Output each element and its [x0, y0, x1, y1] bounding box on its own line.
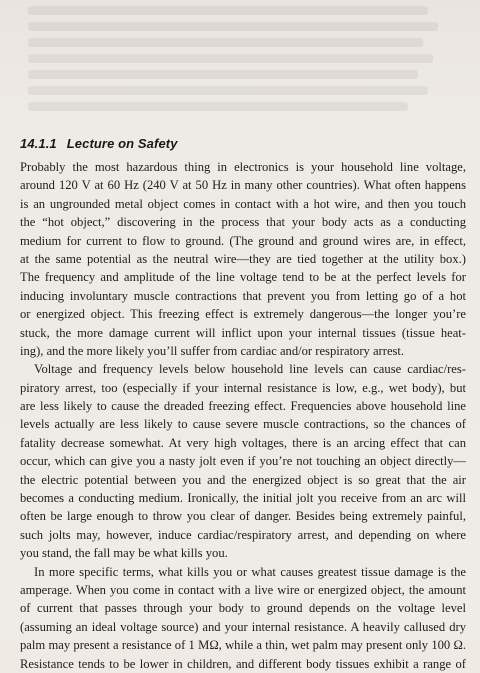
text-line: around 120 V at 60 Hz (240 V at 50 Hz in many other countries). What often happens [20, 178, 466, 193]
text-line: inducing involuntary muscle contractions that prevent you from letting go of a hot [20, 288, 466, 303]
text-line: levels actually are less likely to cause severe muscle contractions, so the chances of [20, 417, 466, 432]
text-line: often be large enough to throw you clear of danger. Besides being extremely painful, [20, 509, 466, 524]
section-title: Lecture on Safety [66, 136, 178, 151]
show-through-text [0, 0, 480, 122]
text-line: becomes a conducting medium. Ironically, the initial jolt you receive from an arc will [20, 491, 466, 506]
section-number: 14.1.1 [20, 136, 57, 151]
text-line: palm may present a resistance of 1 MΩ, while a thin, wet palm may present only 100 Ω. [20, 638, 466, 653]
paragraph [20, 158, 466, 360]
paragraph [20, 563, 466, 673]
text-line: at the same potential as the neutral wire—they are tied together at the utility box.) [20, 251, 466, 266]
text-line: fatality decrease somewhat. At very high voltages, there is an arcing effect that can [20, 435, 466, 450]
text-line: of current that passes through your body to ground depends on the voltage level [20, 601, 466, 616]
text-line: is an ungrounded metal object comes in contact with a hot wire, and then you touch [20, 196, 466, 211]
text-line: In more specific terms, what kills you or what causes greatest tissue damage is the [34, 564, 466, 579]
text-line: the “hot object,” discovering in the process that your body acts as a conducting [20, 215, 466, 230]
body-text [20, 158, 466, 673]
text-line: medium for current to flow to ground. (The ground and ground wires are, in effect, [20, 233, 466, 248]
text-line: stuck, the more damage current will inflict upon your internal tissues (tissue heat- [20, 325, 466, 340]
text-line: ing), and the more likely you’ll suffer from cardiac and/or respiratory arrest. [20, 343, 405, 358]
text-line: or energized object. This freezing effect is extremely dangerous—the longer you’re [20, 307, 466, 322]
text-line: you stand, the fall may be what kills you. [20, 546, 228, 561]
text-line: occur, which can give you a nasty jolt even if you’re not touching an object directly— [20, 454, 466, 469]
section-heading [20, 136, 178, 151]
text-line: the electric potential between you and the energized object is so great that the air [20, 472, 466, 487]
text-line: (assuming an ideal voltage source) and your internal resistance. A heavily callused dry [20, 619, 466, 634]
text-line: Resistance tends to be lower in children, and different body tissues exhibit a range of [20, 656, 466, 671]
text-line: such jolts may, however, induce cardiac/respiratory arrest, and depending on where [20, 527, 466, 542]
text-line: piratory arrest, too (especially if your internal resistance is low, e.g., wet body), but [20, 380, 466, 395]
paragraph [20, 360, 466, 562]
text-line: Voltage and frequency levels below household line levels can cause cardiac/res- [34, 362, 466, 377]
text-line: The frequency and amplitude of the line voltage tend to be at the perfect levels for [20, 270, 466, 285]
text-line: amperage. When you come in contact with a live wire or energized object, the amount [20, 582, 466, 597]
text-line: Probably the most hazardous thing in electronics is your household line voltage, [20, 160, 466, 174]
text-line: are less likely to cause the dreaded freezing effect. Frequencies above household line [20, 399, 466, 414]
